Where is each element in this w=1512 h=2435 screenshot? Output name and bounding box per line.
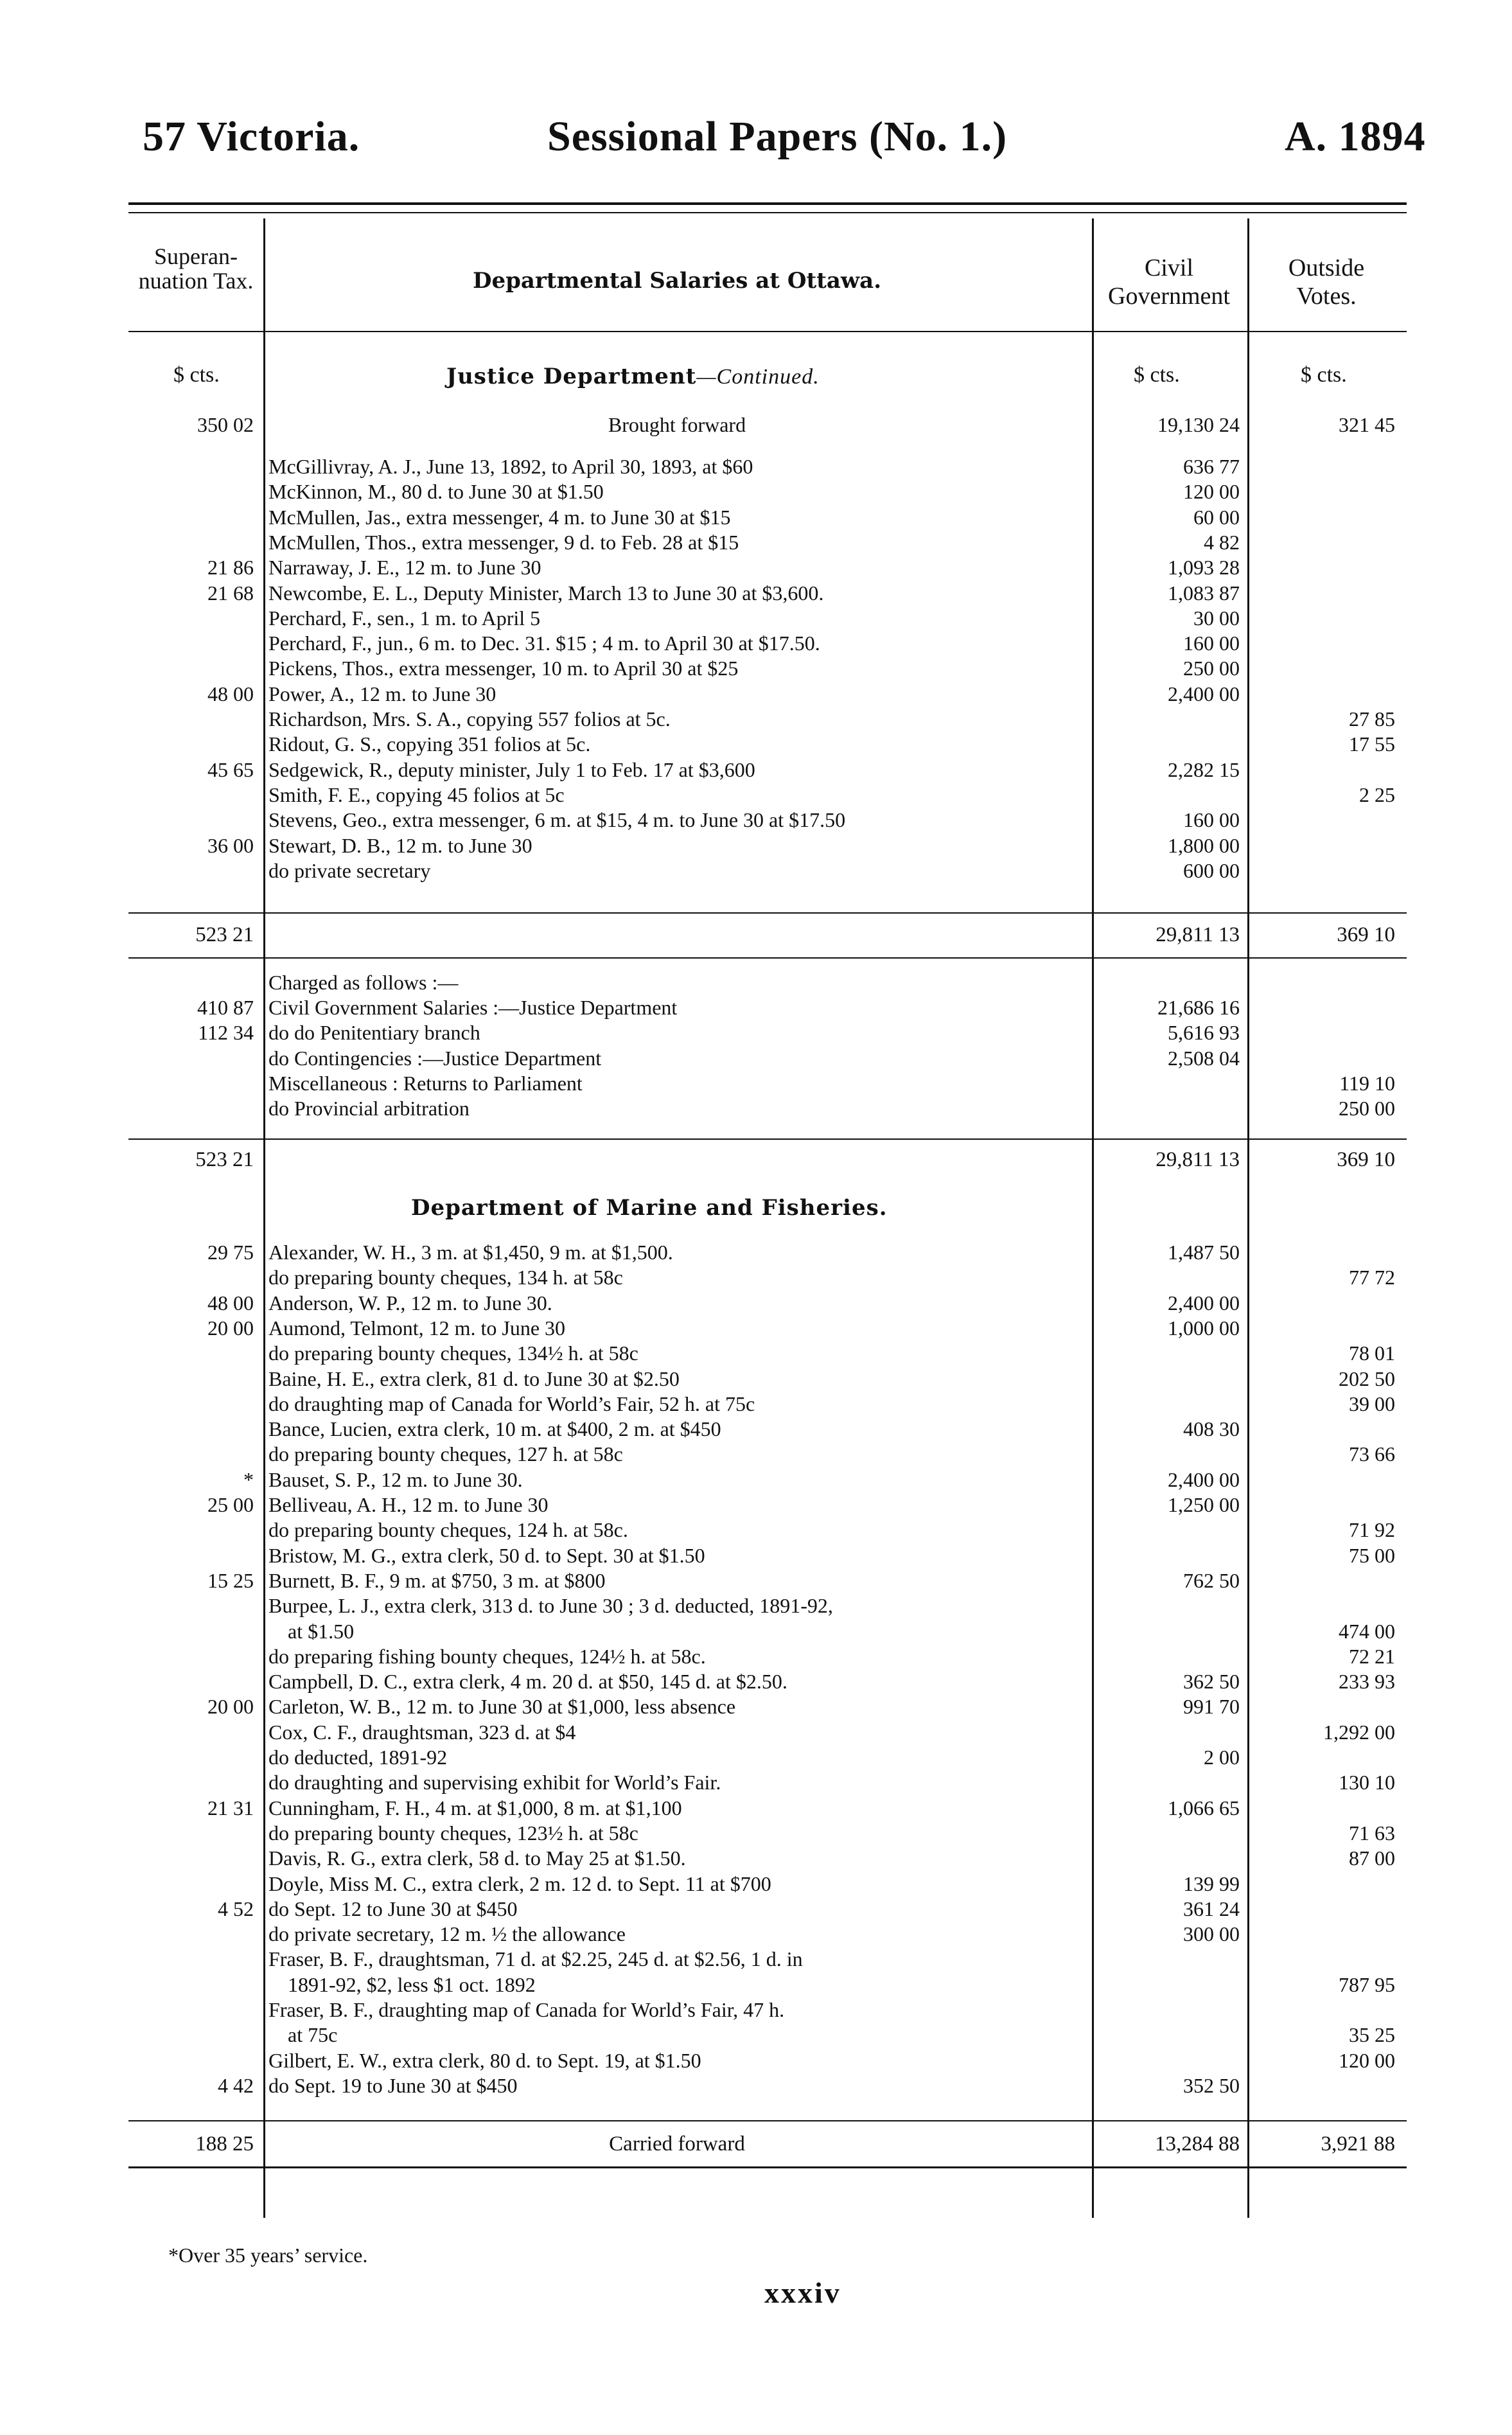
table-row — [0, 581, 1512, 606]
cell-desc: Perchard, F., jun., 6 m. to Dec. 31. $15 ; 4 m. to April 30 at $17.50. — [268, 632, 820, 655]
table-row — [0, 479, 1512, 504]
table-row — [0, 783, 1512, 808]
column-head-outside: Outside Votes. — [1288, 254, 1365, 310]
column-head-title: Departmental Salaries at Ottawa. — [472, 268, 882, 294]
cell-desc: Newcombe, E. L., Deputy Minister, March 13 to June 30 at $3,600. — [268, 581, 824, 605]
table-row — [0, 505, 1512, 530]
cell-desc: do preparing bounty cheques, 134 h. at 58c — [268, 1266, 623, 1289]
cell-desc: Power, A., 12 m. to June 30 — [268, 682, 497, 705]
cell-desc: Campbell, D. C., extra clerk, 4 m. 20 d. at $50, 145 d. at $2.50. — [268, 1670, 787, 1694]
units-civil: $ cts. — [1134, 363, 1180, 387]
cell-civil: 21,686 16 — [1157, 996, 1240, 1019]
cell-desc: Ridout, G. S., copying 351 folios at 5c. — [268, 732, 591, 756]
table-row — [0, 530, 1512, 555]
cell-desc: do preparing bounty cheques, 123½ h. at 58c — [268, 1821, 638, 1845]
cell-civil: 1,000 00 — [1168, 1316, 1240, 1340]
cell-tax: 20 00 — [207, 1316, 254, 1340]
cell-desc: Narraway, J. E., 12 m. to June 30 — [268, 556, 541, 580]
cell-tax: * — [243, 1467, 254, 1491]
table-row — [0, 1341, 1512, 1366]
justice-subtotal-row — [0, 923, 1512, 948]
cell-civil: 120 00 — [1183, 480, 1240, 504]
table-row — [0, 1492, 1512, 1518]
cell-outside: 27 85 — [1349, 707, 1395, 730]
cell-desc: Perchard, F., sen., 1 m. to April 5 — [268, 606, 541, 630]
cell-desc: Fraser, B. F., draughtsman, 71 d. at $2.25, 245 d. at $2.56, 1 d. in — [268, 1947, 803, 1971]
top-rule — [128, 202, 1407, 205]
cell-outside: 71 92 — [1349, 1518, 1395, 1542]
cell-civil: 1,083 87 — [1168, 581, 1240, 605]
table-row — [0, 1694, 1512, 1719]
cell-civil: 29,811 13 — [1156, 1148, 1240, 1171]
cell-tax: 410 87 — [197, 996, 254, 1019]
cell-tax: 21 86 — [207, 556, 254, 580]
cell-civil: 600 00 — [1183, 858, 1240, 882]
cell-desc: do private secretary, 12 m. ½ the allowance — [268, 1922, 626, 1946]
cell-tax: 45 65 — [207, 757, 254, 781]
cell-civil: 4 82 — [1204, 530, 1240, 554]
table-row — [0, 1770, 1512, 1795]
table-row — [0, 1096, 1512, 1121]
justice-total-row — [0, 1147, 1512, 1173]
table-row — [0, 1071, 1512, 1096]
table-row — [0, 995, 1512, 1020]
cell-civil: 2,400 00 — [1168, 1467, 1240, 1491]
cell-tax: 188 25 — [195, 2132, 254, 2156]
cell-desc: Carleton, W. B., 12 m. to June 30 at $1,000, less absence — [268, 1695, 736, 1719]
table-row — [0, 1417, 1512, 1442]
table-row — [0, 1568, 1512, 1593]
cell-tax: 29 75 — [207, 1241, 254, 1264]
cell-outside: 87 00 — [1349, 1846, 1395, 1870]
header-rule — [128, 331, 1407, 332]
table-row — [0, 1518, 1512, 1543]
footnote: *Over 35 years’ service. — [168, 2244, 368, 2267]
cell-outside: 35 25 — [1349, 2023, 1395, 2047]
running-head-left: 57 Victoria. — [143, 113, 360, 160]
cell-civil: 5,616 93 — [1168, 1021, 1240, 1045]
cell-tax: 36 00 — [207, 833, 254, 857]
table-row — [0, 682, 1512, 707]
cell-desc: Smith, F. E., copying 45 folios at 5c — [268, 783, 565, 806]
cell-civil: 1,250 00 — [1168, 1493, 1240, 1516]
cell-tax: 4 42 — [218, 2073, 254, 2097]
table-row — [0, 1046, 1512, 1071]
cell-outside: 130 10 — [1339, 1771, 1395, 1794]
cell-desc: Brought forward — [608, 413, 746, 436]
table-row — [0, 1392, 1512, 1417]
cell-desc: Stewart, D. B., 12 m. to June 30 — [268, 833, 532, 857]
cell-outside: 2 25 — [1359, 783, 1395, 806]
table-row — [0, 656, 1512, 681]
cell-desc: Davis, R. G., extra clerk, 58 d. to May 25 at $1.50. — [268, 1846, 686, 1870]
cell-desc: do Sept. 19 to June 30 at $450 — [268, 2073, 518, 2097]
cell-outside: 75 00 — [1349, 1543, 1395, 1567]
cell-outside: 250 00 — [1339, 1097, 1395, 1120]
table-row — [0, 555, 1512, 580]
table-row — [0, 1821, 1512, 1846]
cell-civil: 2,508 04 — [1168, 1046, 1240, 1070]
table-row — [0, 1240, 1512, 1265]
subtotal-rule-bottom — [128, 957, 1407, 959]
cell-outside: 3,921 88 — [1321, 2132, 1395, 2156]
cell-outside: 119 10 — [1339, 1071, 1395, 1095]
brought-forward-row — [0, 412, 1512, 438]
cell-desc: Fraser, B. F., draughting map of Canada for World’s Fair, 47 h. — [268, 1998, 785, 2021]
cell-outside: 202 50 — [1339, 1367, 1395, 1390]
carried-forward-row — [0, 2132, 1512, 2157]
cell-desc: at 75c — [288, 2023, 338, 2047]
cell-outside: 233 93 — [1339, 1670, 1395, 1694]
cell-desc: do preparing bounty cheques, 134½ h. at 58c — [268, 1341, 638, 1365]
cell-desc: do draughting and supervising exhibit for World’s Fair. — [268, 1771, 721, 1794]
cell-desc: Stevens, Geo., extra messenger, 6 m. at $15, 4 m. to June 30 at $17.50 — [268, 808, 846, 832]
cell-civil: 1,800 00 — [1168, 833, 1240, 857]
running-head-right: A. 1894 — [1285, 113, 1426, 160]
cell-civil: 30 00 — [1193, 606, 1240, 630]
justice-section-title — [446, 364, 820, 389]
table-row — [0, 1265, 1512, 1290]
cell-outside: 120 00 — [1339, 2048, 1395, 2072]
carried-rule — [128, 2120, 1407, 2121]
cell-tax: 15 25 — [207, 1568, 254, 1592]
table-row — [0, 1644, 1512, 1669]
cell-desc: Civil Government Salaries :—Justice Department — [268, 996, 678, 1019]
cell-desc: McMullen, Thos., extra messenger, 9 d. to Feb. 28 at $15 — [268, 530, 739, 554]
cell-desc: do Sept. 12 to June 30 at $450 — [268, 1897, 518, 1920]
cell-outside: 73 66 — [1349, 1442, 1395, 1466]
cell-civil: 2,400 00 — [1168, 1291, 1240, 1315]
cell-civil: 762 50 — [1183, 1568, 1240, 1592]
cell-desc: Burnett, B. F., 9 m. at $750, 3 m. at $800 — [268, 1568, 606, 1592]
cell-tax: 523 21 — [195, 1148, 254, 1171]
column-head-civil: Civil Government — [1108, 254, 1230, 310]
table-row — [0, 1291, 1512, 1316]
cell-civil: 362 50 — [1183, 1670, 1240, 1694]
page-folio: xxxiv — [764, 2276, 841, 2309]
cell-civil: 361 24 — [1183, 1897, 1240, 1920]
cell-desc: do preparing bounty cheques, 127 h. at 58c — [268, 1442, 623, 1466]
cell-desc: McMullen, Jas., extra messenger, 4 m. to June 30 at $15 — [268, 505, 731, 529]
cell-civil: 408 30 — [1183, 1417, 1240, 1441]
table-row — [0, 1997, 1512, 2023]
table-row — [0, 1872, 1512, 1897]
column-head-tax: Superan-nuation Tax. — [138, 244, 254, 294]
cell-desc: McKinnon, M., 80 d. to June 30 at $1.50 — [268, 480, 604, 504]
cell-civil: 1,487 50 — [1168, 1241, 1240, 1264]
table-row — [0, 1593, 1512, 1618]
cell-desc: at $1.50 — [288, 1619, 355, 1643]
cell-civil: 2,400 00 — [1168, 682, 1240, 705]
table-row — [0, 1619, 1512, 1644]
cell-civil: 1,066 65 — [1168, 1796, 1240, 1820]
cell-desc: do do Penitentiary branch — [268, 1021, 480, 1045]
cell-desc: Cox, C. F., draughtsman, 323 d. at $4 — [268, 1720, 576, 1744]
cell-outside: 77 72 — [1349, 1266, 1395, 1289]
running-head-center: Sessional Papers (No. 1.) — [547, 113, 1008, 160]
cell-desc: Baine, H. E., extra clerk, 81 d. to June 30 at $2.50 — [268, 1367, 680, 1390]
cell-civil: 300 00 — [1183, 1922, 1240, 1946]
table-row — [0, 757, 1512, 783]
cell-civil: 250 00 — [1183, 657, 1240, 680]
cell-outside: 71 63 — [1349, 1821, 1395, 1845]
table-row — [0, 631, 1512, 656]
cell-outside: 321 45 — [1339, 413, 1395, 436]
cell-desc: McGillivray, A. J., June 13, 1892, to April 30, 1893, at $60 — [268, 455, 753, 478]
subtotal-rule — [128, 912, 1407, 914]
cell-tax: 48 00 — [207, 682, 254, 705]
marine-section-title: Department of Marine and Fisheries. — [411, 1195, 888, 1221]
cell-desc: 1891-92, $2, less $1 oct. 1892 — [288, 1972, 536, 1996]
units-outside: $ cts. — [1301, 363, 1347, 387]
table-row — [0, 1316, 1512, 1341]
cell-desc: Bristow, M. G., extra clerk, 50 d. to Sept. 30 at $1.50 — [268, 1543, 705, 1567]
cell-civil: 2,282 15 — [1168, 757, 1240, 781]
cell-desc: do Provincial arbitration — [268, 1097, 470, 1120]
cell-outside: 17 55 — [1349, 732, 1395, 756]
cell-outside: 787 95 — [1339, 1972, 1395, 1996]
cell-tax: 350 02 — [197, 413, 254, 436]
cell-desc: Gilbert, E. W., extra clerk, 80 d. to Sept. 19, at $1.50 — [268, 2048, 701, 2072]
cell-desc: Burpee, L. J., extra clerk, 313 d. to June 30 ; 3 d. deducted, 1891-92, — [268, 1594, 833, 1618]
cell-desc: do private secretary — [268, 858, 431, 882]
cell-outside: 78 01 — [1349, 1341, 1395, 1365]
table-row — [0, 2023, 1512, 2048]
cell-outside: 72 21 — [1349, 1644, 1395, 1668]
justice-continued: —Continued. — [696, 365, 820, 389]
cell-outside: 1,292 00 — [1323, 1720, 1395, 1744]
cell-tax: 523 21 — [195, 923, 254, 946]
cell-civil: 160 00 — [1183, 808, 1240, 832]
cell-desc: Cunningham, F. H., 4 m. at $1,000, 8 m. at $1,100 — [268, 1796, 682, 1820]
cell-desc: Pickens, Thos., extra messenger, 10 m. to April 30 at $25 — [268, 657, 739, 680]
cell-desc: do preparing bounty cheques, 124 h. at 58c. — [268, 1518, 628, 1542]
cell-civil: 19,130 24 — [1157, 413, 1240, 436]
charged-label: Charged as follows :— — [268, 971, 459, 994]
cell-desc: do preparing fishing bounty cheques, 124½ h. at 58c. — [268, 1644, 706, 1668]
cell-outside: 369 10 — [1337, 923, 1395, 946]
table-row — [0, 1467, 1512, 1492]
table-row — [0, 707, 1512, 732]
cell-tax: 21 68 — [207, 581, 254, 605]
table-row — [0, 1922, 1512, 1947]
table-row — [0, 1442, 1512, 1467]
cell-civil: 139 99 — [1183, 1872, 1240, 1895]
cell-civil: 991 70 — [1183, 1695, 1240, 1719]
table-row — [0, 858, 1512, 883]
table-row — [0, 1020, 1512, 1045]
table-row — [0, 732, 1512, 757]
table-row — [0, 1543, 1512, 1568]
cell-desc: do deducted, 1891-92 — [268, 1746, 448, 1769]
table-row — [0, 833, 1512, 858]
cell-outside: 369 10 — [1337, 1148, 1395, 1171]
cell-tax: 112 34 — [198, 1021, 254, 1045]
table-row — [0, 1796, 1512, 1821]
cell-tax: 25 00 — [207, 1493, 254, 1516]
charged-label-row — [0, 970, 1512, 995]
table-row — [0, 1720, 1512, 1745]
cell-desc: Doyle, Miss M. C., extra clerk, 2 m. 12 d. to Sept. 11 at $700 — [268, 1872, 771, 1895]
cell-desc: Alexander, W. H., 3 m. at $1,450, 9 m. at $1,500. — [268, 1241, 673, 1264]
cell-tax: 21 31 — [207, 1796, 254, 1820]
units-tax: $ cts. — [173, 363, 220, 387]
justice-title: Justice Department — [446, 364, 697, 389]
total-rule — [128, 1138, 1407, 1140]
table-row — [0, 1745, 1512, 1770]
cell-desc: Sedgewick, R., deputy minister, July 1 to Feb. 17 at $3,600 — [268, 757, 755, 781]
bottom-rule — [128, 2166, 1407, 2168]
top-rule-thin — [128, 212, 1407, 213]
cell-desc: Aumond, Telmont, 12 m. to June 30 — [268, 1316, 566, 1340]
cell-civil: 160 00 — [1183, 632, 1240, 655]
cell-civil: 2 00 — [1204, 1746, 1240, 1769]
cell-desc: Richardson, Mrs. S. A., copying 557 folios at 5c. — [268, 707, 671, 730]
cell-tax: 20 00 — [207, 1695, 254, 1719]
cell-civil: 29,811 13 — [1156, 923, 1240, 946]
table-row — [0, 606, 1512, 631]
cell-civil: 60 00 — [1193, 505, 1240, 529]
cell-civil: 13,284 88 — [1155, 2132, 1240, 2156]
table-row — [0, 2048, 1512, 2073]
cell-civil: 1,093 28 — [1168, 556, 1240, 580]
cell-desc: Miscellaneous : Returns to Parliament — [268, 1071, 583, 1095]
cell-civil: 352 50 — [1183, 2073, 1240, 2097]
table-row — [0, 2073, 1512, 2098]
cell-tax: 48 00 — [207, 1291, 254, 1315]
table-row — [0, 808, 1512, 833]
table-row — [0, 1897, 1512, 1922]
table-row — [0, 1669, 1512, 1694]
cell-outside: 474 00 — [1339, 1619, 1395, 1643]
table-row — [0, 454, 1512, 479]
cell-civil: 636 77 — [1183, 455, 1240, 478]
cell-outside: 39 00 — [1349, 1392, 1395, 1415]
cell-desc: do Contingencies :—Justice Department — [268, 1046, 602, 1070]
cell-desc: Carried forward — [609, 2132, 745, 2156]
cell-desc: do draughting map of Canada for World’s Fair, 52 h. at 75c — [268, 1392, 755, 1415]
table-row — [0, 1367, 1512, 1392]
table-row — [0, 1947, 1512, 1972]
table-row — [0, 1972, 1512, 1997]
cell-desc: Belliveau, A. H., 12 m. to June 30 — [268, 1493, 549, 1516]
table-row — [0, 1846, 1512, 1871]
cell-desc: Anderson, W. P., 12 m. to June 30. — [268, 1291, 552, 1315]
cell-desc: Bauset, S. P., 12 m. to June 30. — [268, 1467, 523, 1491]
cell-tax: 4 52 — [218, 1897, 254, 1920]
cell-desc: Bance, Lucien, extra clerk, 10 m. at $400, 2 m. at $450 — [268, 1417, 721, 1441]
